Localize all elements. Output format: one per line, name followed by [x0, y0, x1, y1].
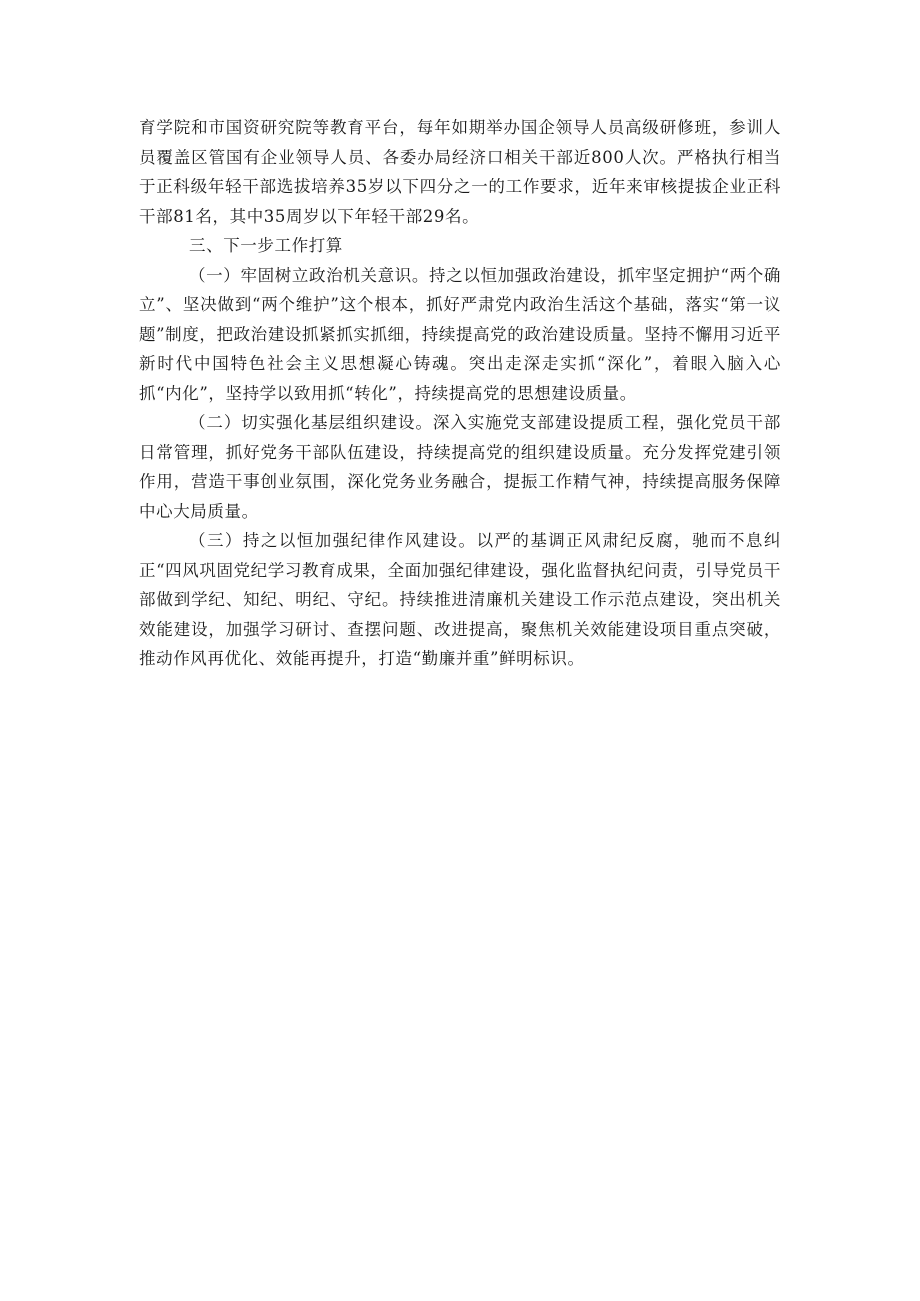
item-paragraph-2: （二）切实强化基层组织建设。深入实施党支部建设提质工程，强化党员干部日常管理，抓好党务干部队伍建设，持续提高党的组织建设质量。充分发挥党建引领作用，营造干事创业氛围，深化党务业务融合，提振工作精气神，持续提高服务保障中心大局质量。: [139, 413, 781, 521]
intro-paragraph: 育学院和市国资研究院等教育平台，每年如期举办国企领导人员高级研修班，参训人员覆盖区管国有企业领导人员、各委办局经济口相关干部近800人次。严格执行相当于正科级年轻干部选拔培养35岁以下四分之一的工作要求，近年来审核提拔企业正科干部81名，其中35周岁以下年轻干部29名。: [139, 118, 781, 226]
item-paragraph-1: （一）牢固树立政治机关意识。持之以恒加强政治建设，抓牢坚定拥护“两个确立”、坚决做到“两个维护”这个根本，抓好严肃党内政治生活这个基础，落实“第一议题”制度，把政治建设抓紧抓实抓细，持续提高党的政治建设质量。坚持不懈用习近平新时代中国特色社会主义思想凝心铸魂。突出走深走实抓“深化”，着眼入脑入心抓“内化”，坚持学以致用抓“转化”，持续提高党的思想建设质量。: [139, 265, 781, 403]
document-body: [139, 113, 781, 674]
item-paragraph-3: （三）持之以恒加强纪律作风建设。以严的基调正风肃纪反腐，驰而不息纠正“四风巩固党纪学习教育成果，全面加强纪律建设，强化监督执纪问责，引导党员干部做到学纪、知纪、明纪、守纪。持续推进清廉机关建设工作示范点建设，突出机关效能建设，加强学习研讨、查摆问题、改进提高，聚焦机关效能建设项目重点突破，推动作风再优化、效能再提升，打造“勤廉并重”鲜明标识。: [139, 531, 781, 668]
section-heading: 三、下一步工作打算: [189, 236, 343, 255]
